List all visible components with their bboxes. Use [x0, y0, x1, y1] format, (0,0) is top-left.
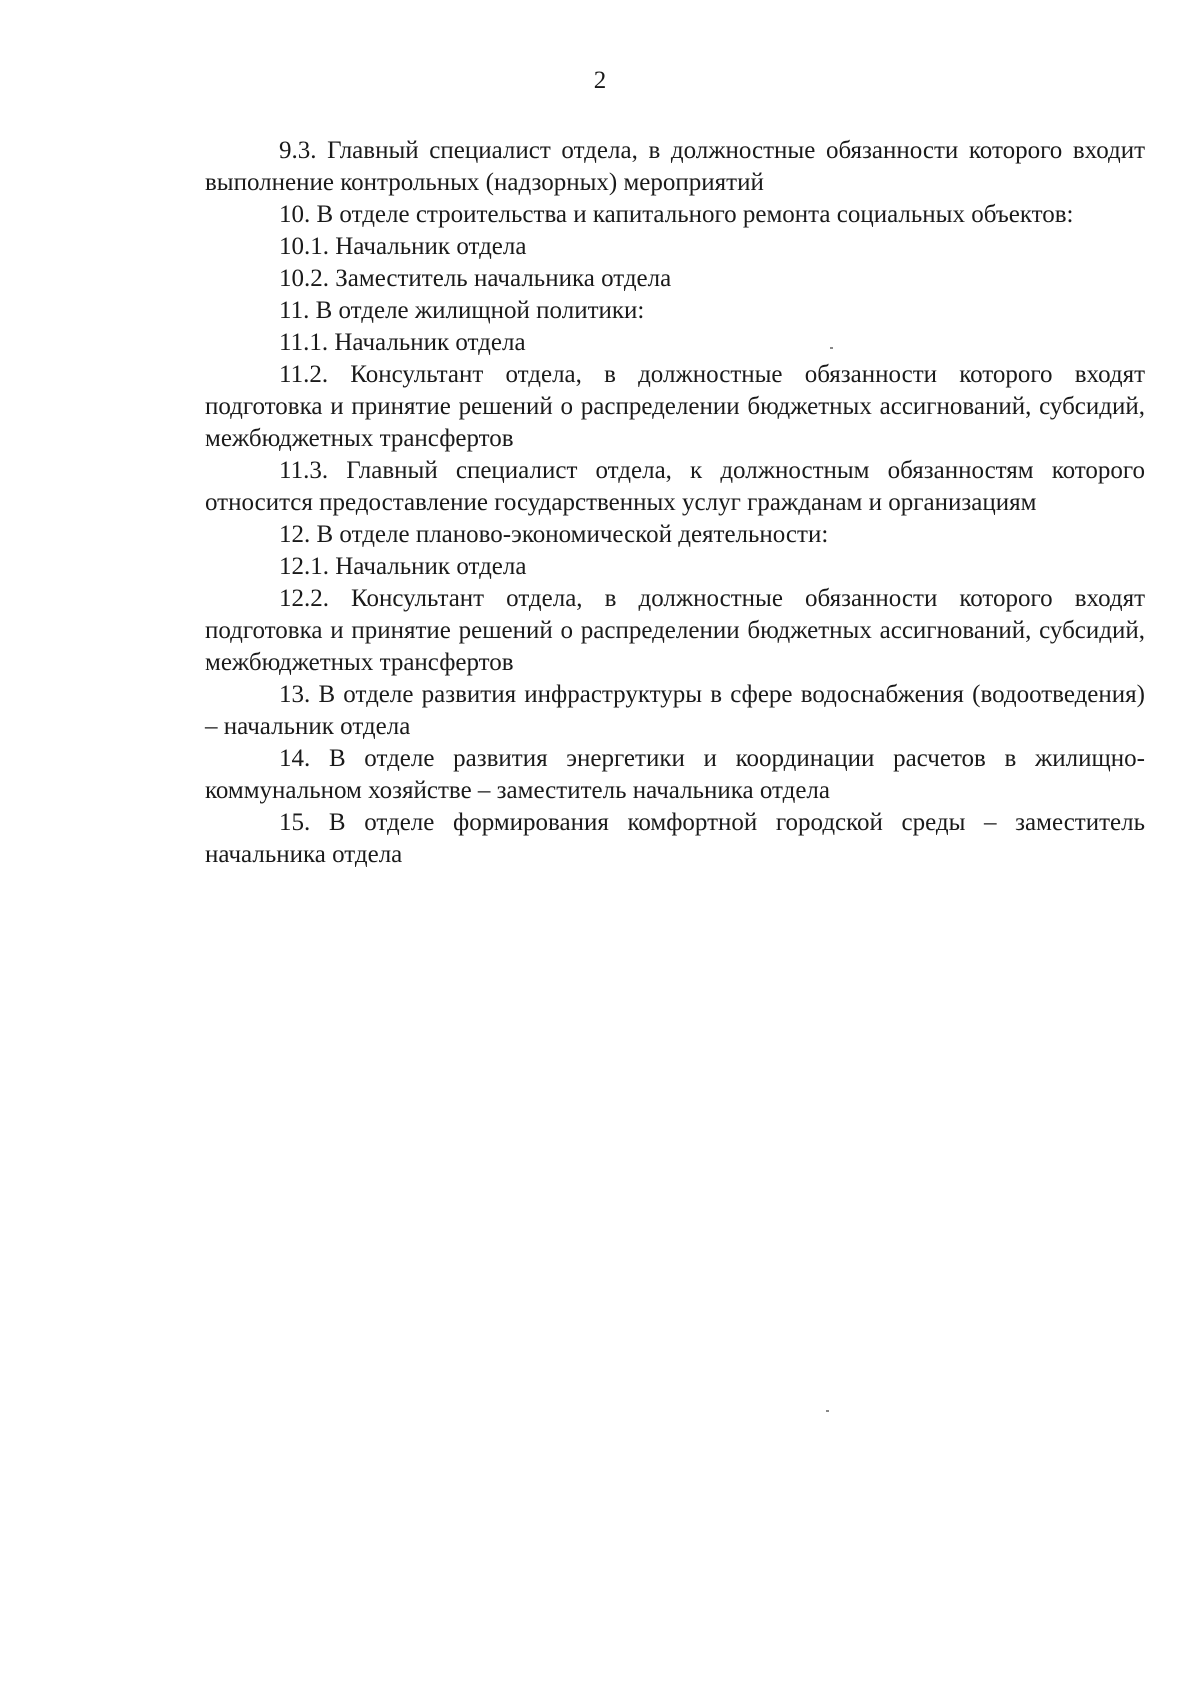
paragraph-10: 10. В отделе строительства и капитального ремонта социальных объектов:	[279, 201, 1074, 228]
scan-speck	[830, 347, 833, 349]
paragraph-15: 15. В отделе формирования комфортной городской среды – заместитель начальника отдела	[205, 809, 1145, 868]
paragraph-12-2: 12.2. Консультант отдела, в должностные обязанности которого входят подготовка и принятие решений о распределении бюджетных ассигнований, субсидий, межбюджетных трансфертов	[205, 585, 1145, 676]
page-number: 2	[593, 67, 607, 94]
paragraph-13: 13. В отделе развития инфраструктуры в сфере водоснабжения (водоотведения) – начальник отдела	[205, 681, 1145, 740]
paragraph-11: 11. В отделе жилищной политики:	[279, 297, 645, 324]
paragraph-12: 12. В отделе планово-экономической деятельности:	[279, 521, 829, 548]
paragraph-10-2: 10.2. Заместитель начальника отдела	[279, 265, 672, 292]
paragraph-12-1: 12.1. Начальник отдела	[279, 553, 527, 580]
paragraph-11-2: 11.2. Консультант отдела, в должностные обязанности которого входят подготовка и принятие решений о распределении бюджетных ассигнований, субсидий, межбюджетных трансфертов	[205, 361, 1145, 452]
paragraph-9-3: 9.3. Главный специалист отдела, в должностные обязанности которого входит выполнение контрольных (надзорных) мероприятий	[205, 137, 1145, 196]
scan-speck	[826, 1410, 829, 1412]
paragraph-10-1: 10.1. Начальник отдела	[279, 233, 527, 260]
paragraph-11-1: 11.1. Начальник отдела	[279, 329, 526, 356]
paragraph-11-3: 11.3. Главный специалист отдела, к должностным обязанностям которого относится предоставление государственных услуг гражданам и организациям	[205, 457, 1145, 516]
document-body	[205, 135, 1145, 871]
paragraph-14: 14. В отделе развития энергетики и координации расчетов в жилищно-коммунальном хозяйстве – заместитель начальника отдела	[205, 745, 1145, 804]
